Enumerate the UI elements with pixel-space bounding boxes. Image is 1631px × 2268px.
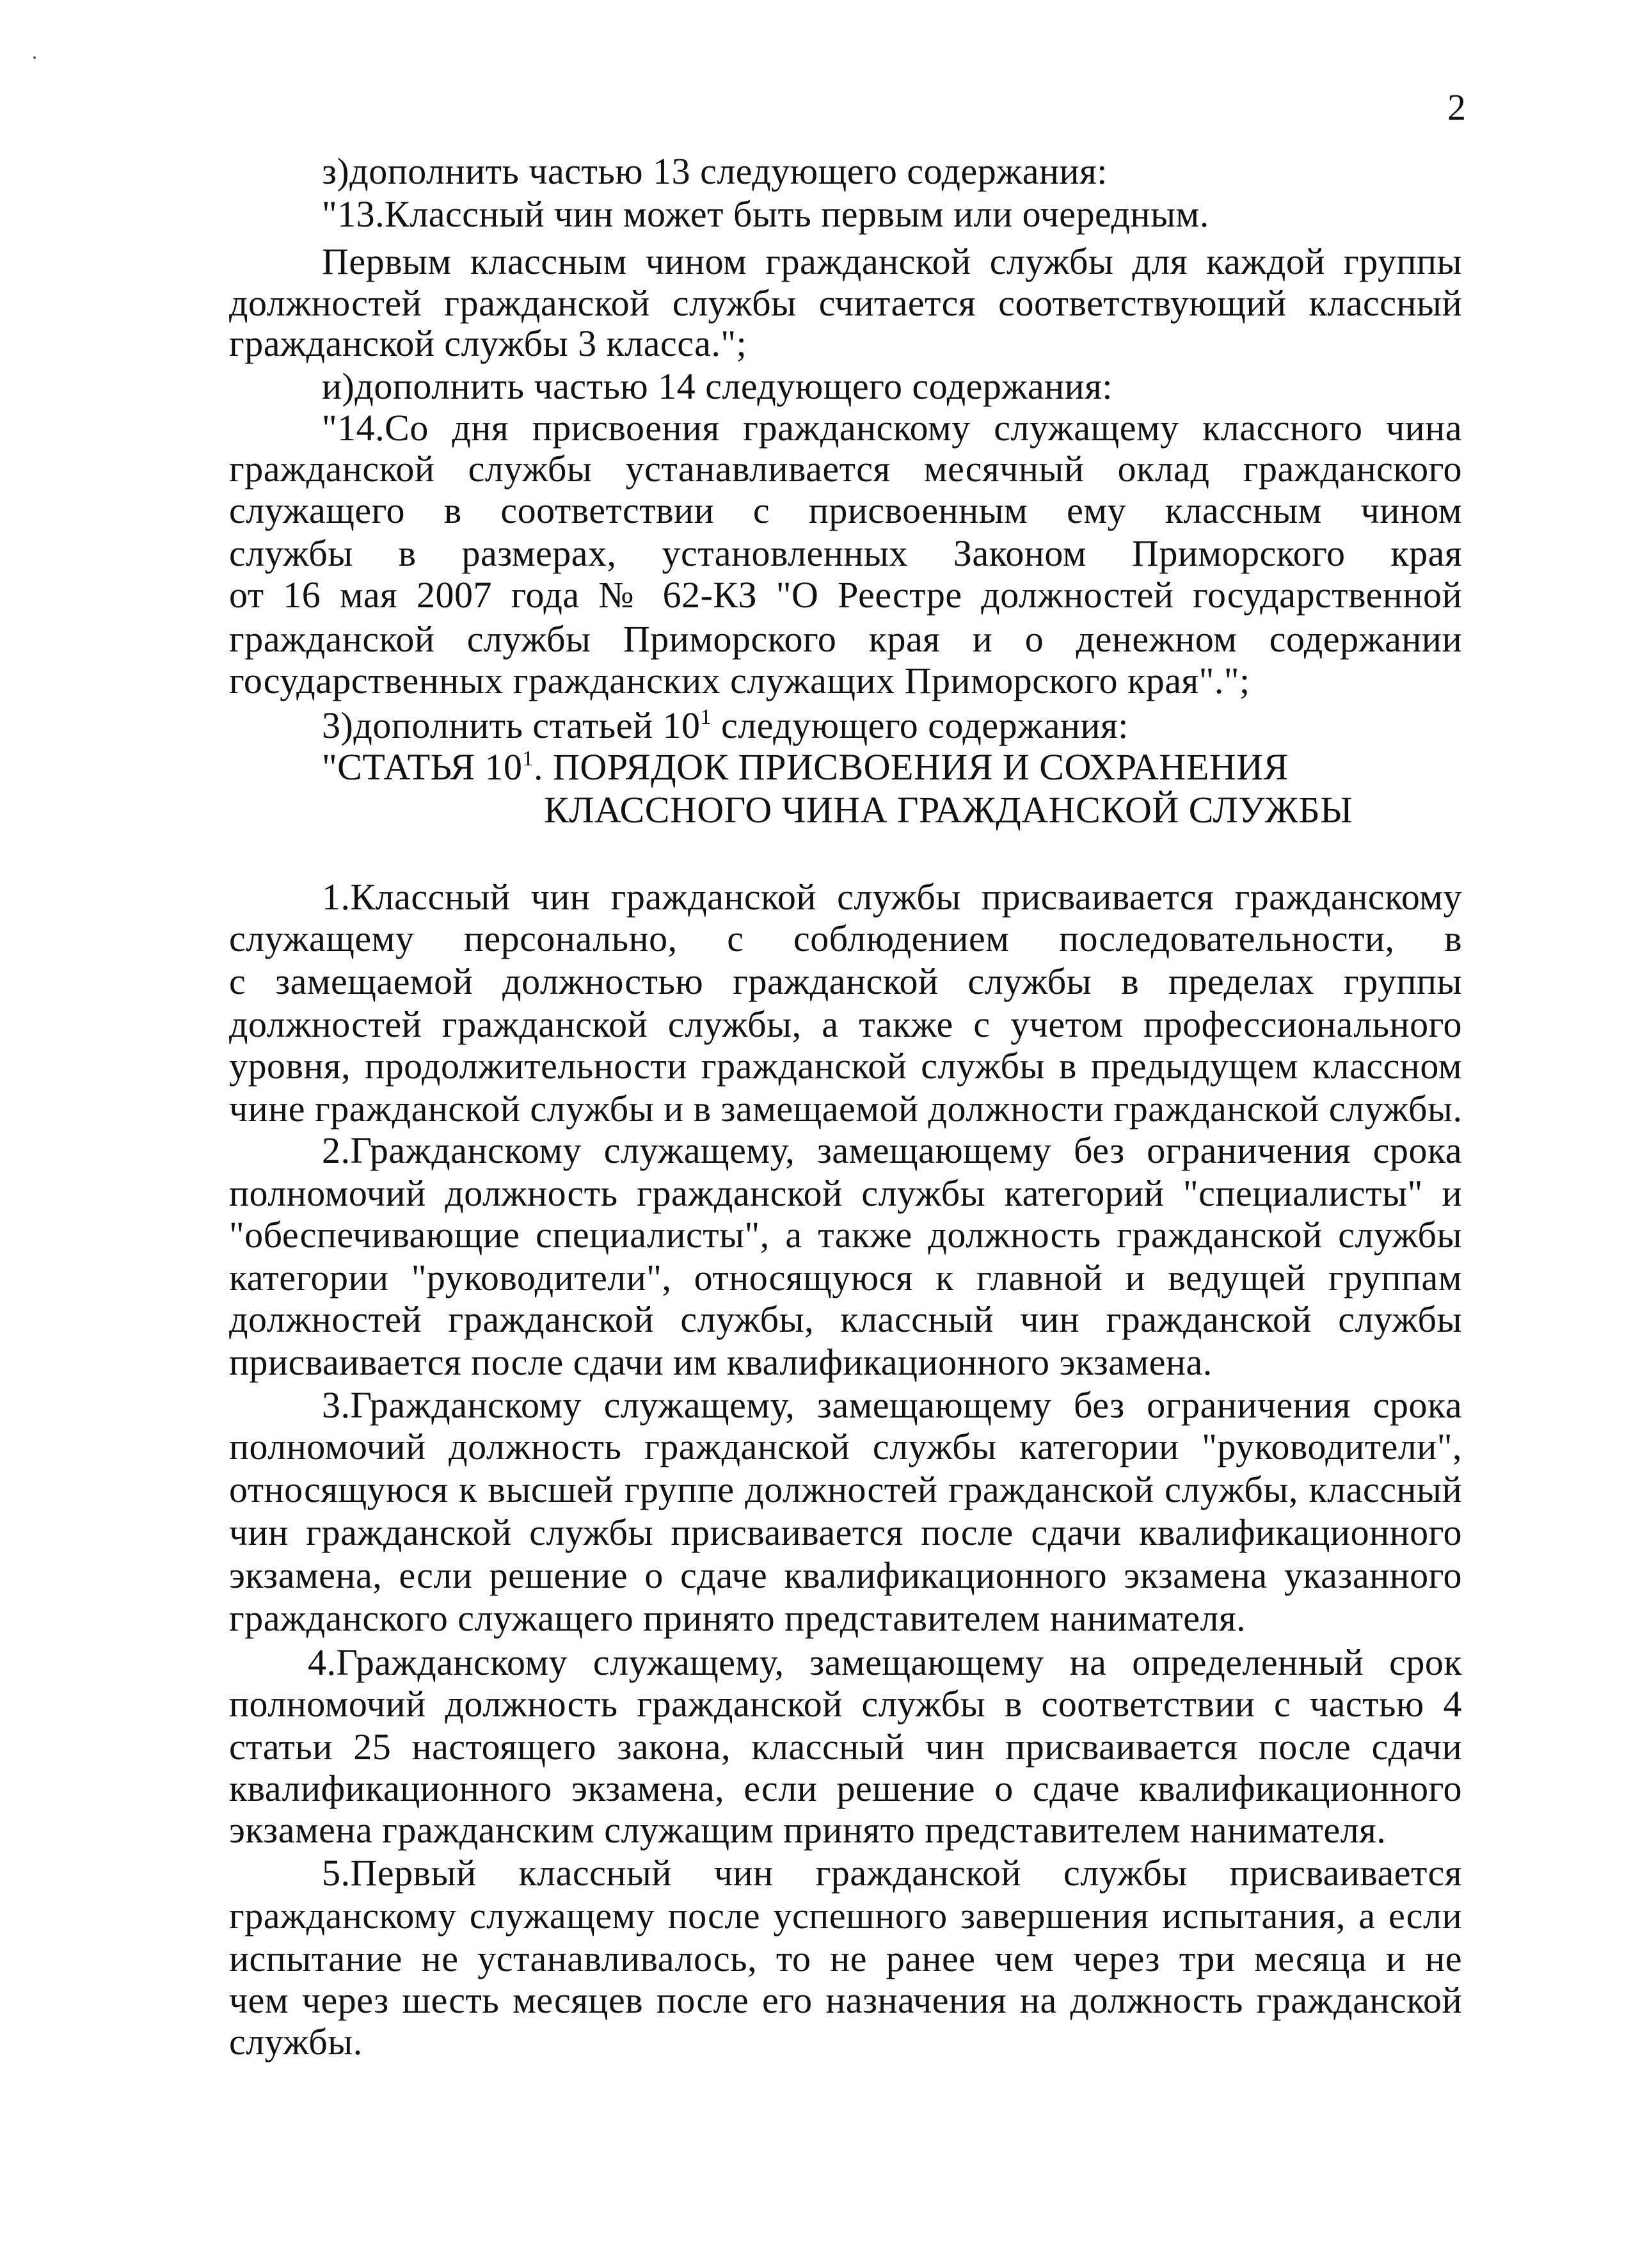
scan-speck <box>33 56 36 59</box>
text-line: и)дополнить частью 14 следующего содержания: <box>322 365 1113 407</box>
page-number: 2 <box>1447 86 1466 128</box>
text-line: относящуюся к высшей группе должностей гражданской службы, классный <box>229 1469 1462 1510</box>
text-line: чем через шесть месяцев после его назначения на должность гражданской <box>229 1979 1462 2021</box>
text-line: службы. <box>229 2021 363 2063</box>
text-line: гражданской службы 3 класса."; <box>229 323 747 364</box>
text-segment: "СТАТЬЯ 10 <box>322 746 523 788</box>
text-line: чине гражданской службы и в замещаемой должности гражданской службы. <box>229 1088 1463 1130</box>
text-line: от 16 мая 2007 года № 62-КЗ "О Реестре должностей государственной <box>229 574 1462 616</box>
text-line: гражданскому служащему после успешного завершения испытания, а если <box>229 1895 1462 1937</box>
text-line: 2.Гражданскому служащему, замещающему без ограничения срока <box>322 1130 1462 1171</box>
text-line: "обеспечивающие специалисты", а также должность гражданской службы <box>229 1214 1462 1256</box>
text-line: с замещаемой должностью гражданской службы в пределах группы <box>229 961 1462 1002</box>
text-line: 4.Гражданскому служащему, замещающему на определенный срок <box>308 1641 1462 1683</box>
text-line: службы в размерах, установленных Законом Приморского края <box>229 532 1462 574</box>
text-segment: следующего содержания: <box>712 705 1129 746</box>
article-heading-line <box>322 746 1289 788</box>
text-line: гражданской службы устанавливается месячный оклад гражданского <box>229 448 1462 490</box>
text-line: уровня, продолжительности гражданской службы в предыдущем классном <box>229 1045 1462 1087</box>
text-line: испытание не устанавливалось, то не ранее чем через три месяца и не <box>229 1938 1462 1979</box>
text-line: служащему персонально, с соблюдением последовательности, в <box>229 918 1462 959</box>
superscript: 1 <box>700 705 712 729</box>
text-line: полномочий должность гражданской службы категории "руководители", <box>229 1426 1462 1467</box>
article-heading-line: КЛАССНОГО ЧИНА ГРАЖДАНСКОЙ СЛУЖБЫ <box>544 789 1353 831</box>
text-line: экзамена, если решение о сдаче квалификационного экзамена указанного <box>229 1554 1462 1596</box>
text-line: категории "руководители", относящуюся к главной и ведущей группам <box>229 1257 1462 1298</box>
text-line: служащего в соответствии с присвоенным ему классным чином <box>229 490 1462 531</box>
text-line: статьи 25 настоящего закона, классный чин присваивается после сдачи <box>229 1726 1462 1768</box>
text-segment: 3)дополнить статьей 10 <box>322 705 701 746</box>
text-line: экзамена гражданским служащим принято представителем нанимателя. <box>229 1809 1387 1851</box>
text-line: 1.Классный чин гражданской службы присваивается гражданскому <box>322 876 1462 918</box>
text-line: квалификационного экзамена, если решение о сдаче квалификационного <box>229 1768 1462 1809</box>
text-line: гражданской службы Приморского края и о денежном содержании <box>229 618 1462 660</box>
text-segment: . ПОРЯДОК ПРИСВОЕНИЯ И СОХРАНЕНИЯ <box>534 746 1289 788</box>
text-line: должностей гражданской службы, классный чин гражданской службы <box>229 1298 1462 1340</box>
text-line: 3.Гражданскому служащему, замещающему без ограничения срока <box>322 1384 1462 1426</box>
text-line: должностей гражданской службы считается соответствующий классный <box>229 282 1462 324</box>
text-line: присваивается после сдачи им квалификационного экзамена. <box>229 1341 1213 1383</box>
text-line: з)дополнить частью 13 следующего содержания: <box>322 150 1108 192</box>
text-line: государственных гражданских служащих Приморского края"."; <box>229 660 1250 701</box>
text-line: "14.Со дня присвоения гражданскому служащему классного чина <box>322 407 1462 449</box>
superscript: 1 <box>522 747 534 771</box>
text-line: 5.Первый классный чин гражданской службы присваивается <box>322 1852 1462 1894</box>
text-line: полномочий должность гражданской службы в соответствии с частью 4 <box>229 1683 1462 1725</box>
text-line: гражданского служащего принято представителем нанимателя. <box>229 1597 1246 1639</box>
text-line: должностей гражданской службы, а также с учетом профессионального <box>229 1003 1462 1045</box>
text-line: Первым классным чином гражданской службы для каждой группы <box>322 241 1462 282</box>
text-line: полномочий должность гражданской службы категорий "специалисты" и <box>229 1172 1462 1214</box>
text-line <box>322 705 1129 747</box>
text-line: чин гражданской службы присваивается после сдачи квалификационного <box>229 1512 1462 1553</box>
text-line: "13.Классный чин может быть первым или очередным. <box>322 193 1209 235</box>
